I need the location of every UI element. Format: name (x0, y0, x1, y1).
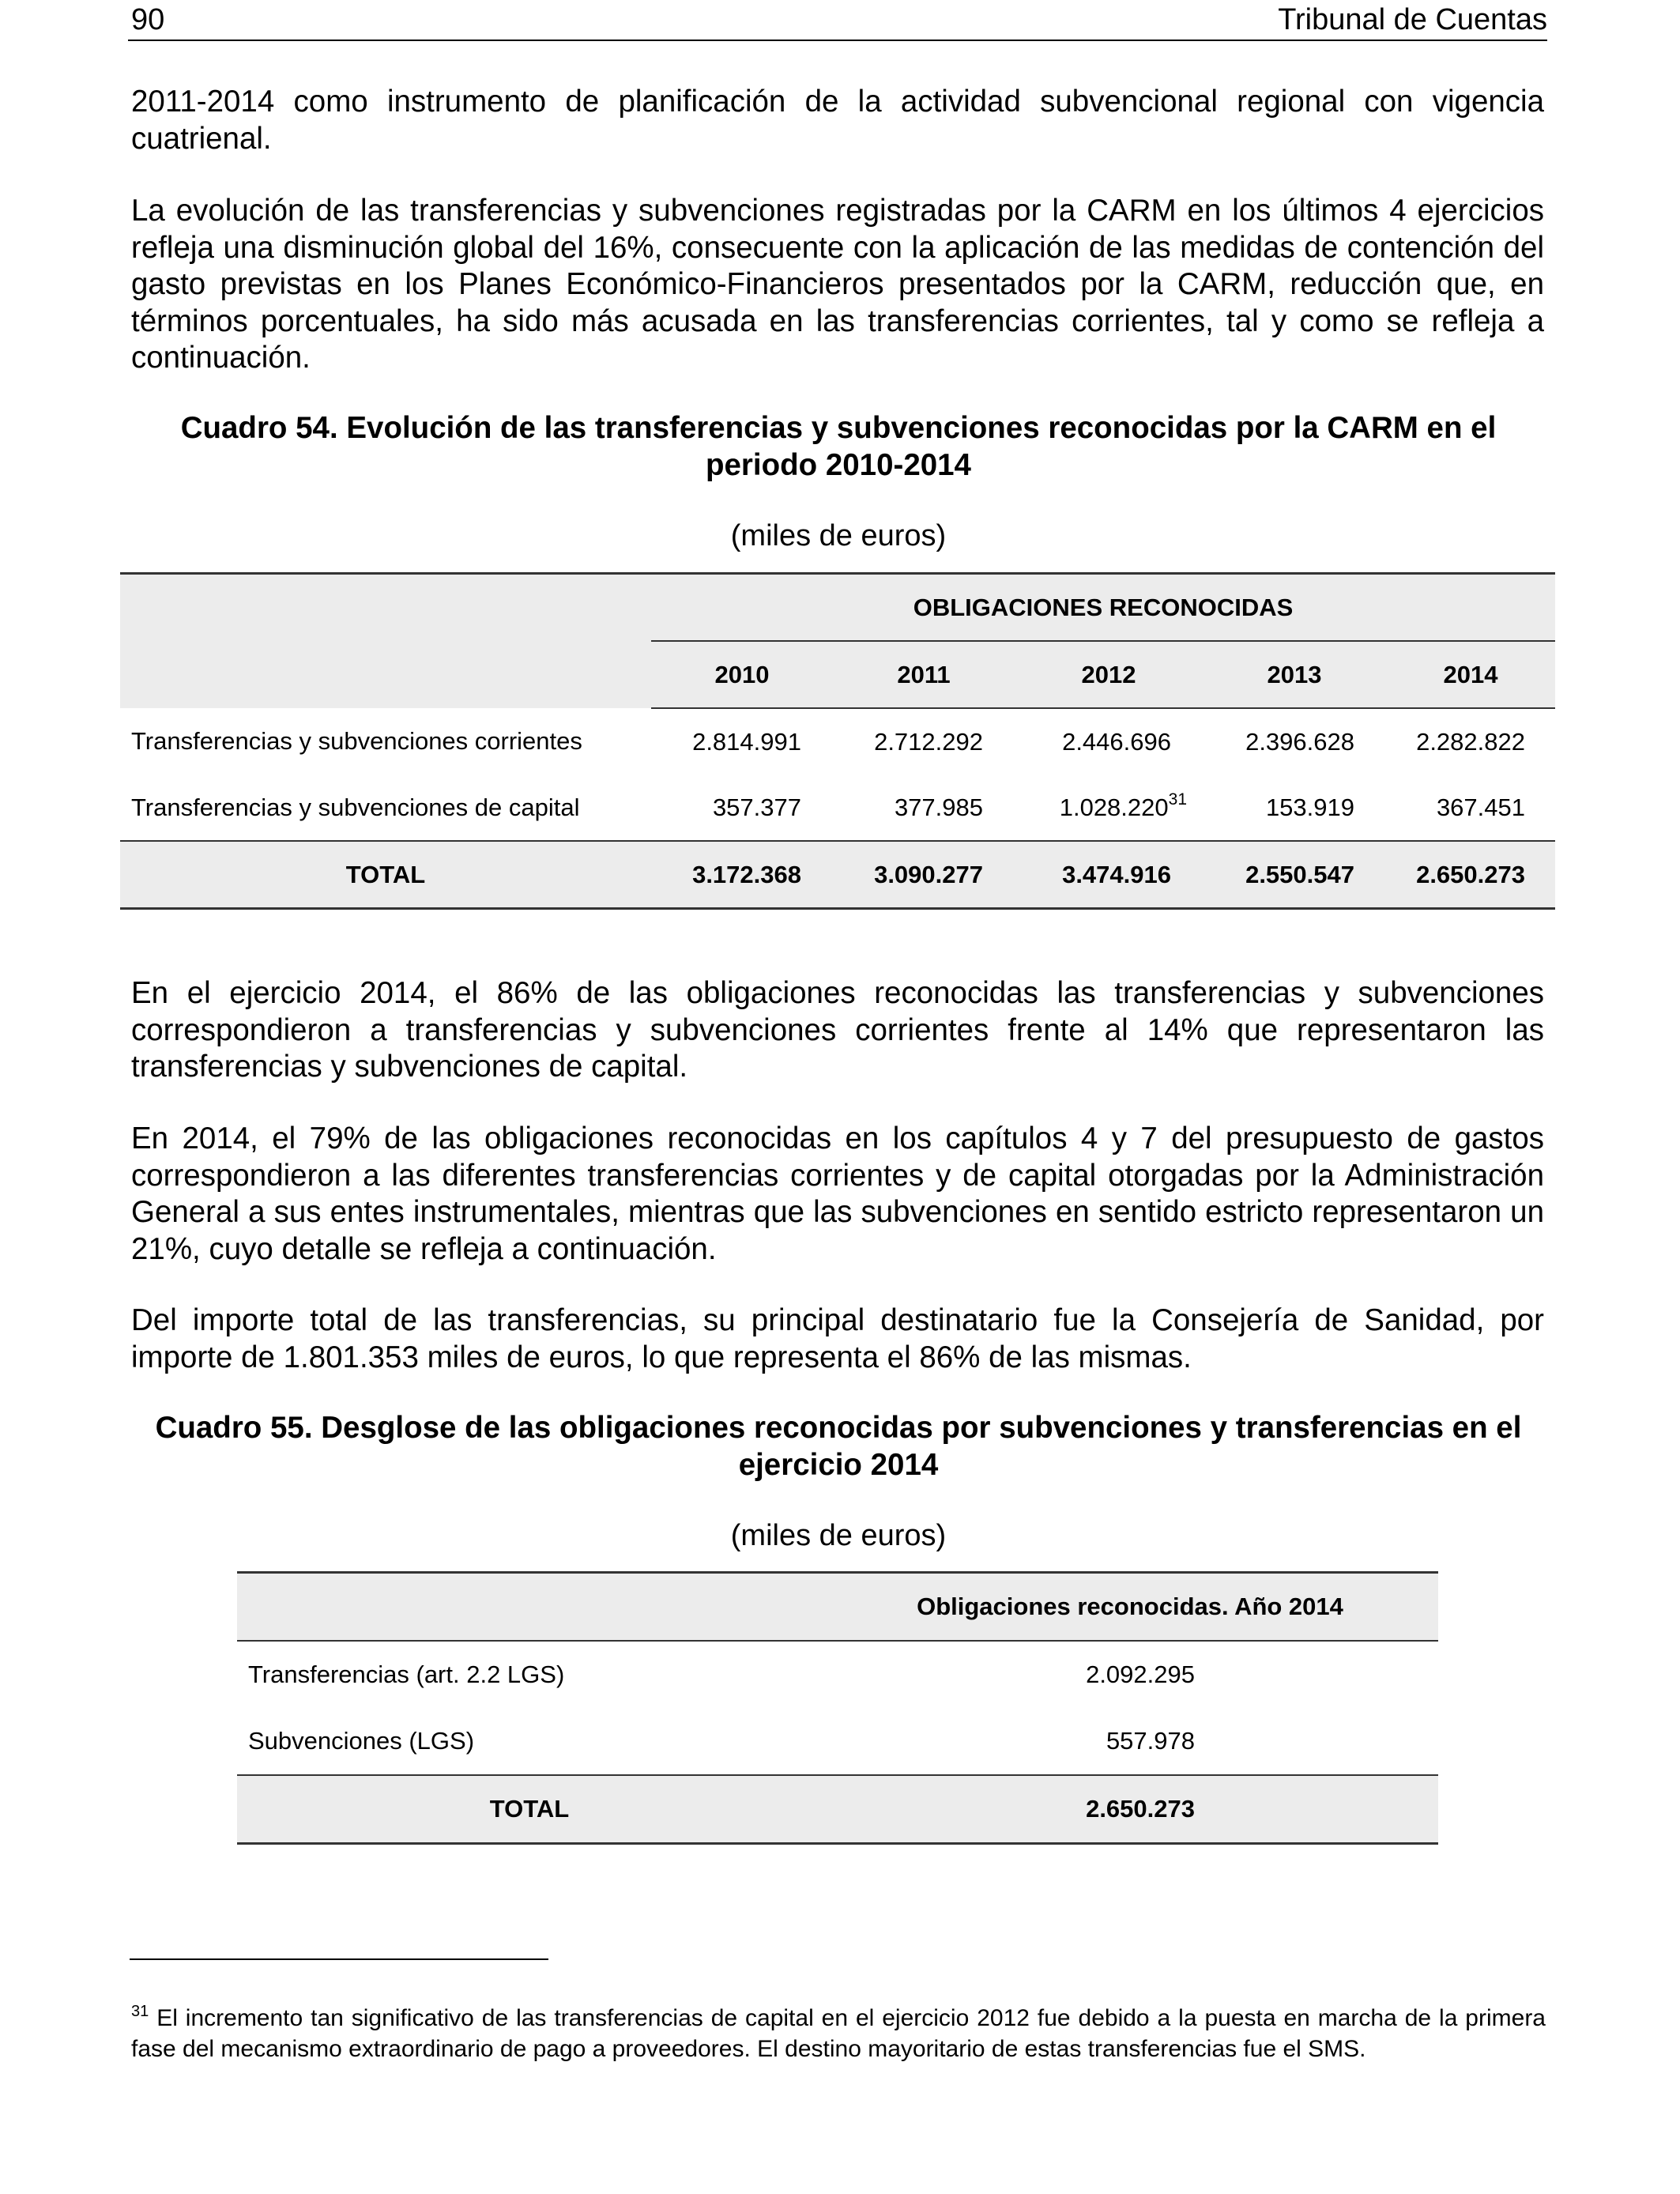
table-row (237, 1641, 1438, 1708)
table54-total-row (120, 841, 1555, 909)
cell-value: 1.028.220 (1059, 793, 1169, 821)
table-row (120, 708, 1555, 775)
page-header (128, 0, 1547, 41)
footnote-text: El incremento tan significativo de las transferencias de capital en el ejercicio 2012 fue debido a la puesta en marcha de la primera fase del mecanismo extraordinario de pago a proveedores. El destino mayoritario de estas transferencias fue el SMS. (131, 2005, 1546, 2062)
row-label: Transferencias y subvenciones de capital (131, 793, 580, 821)
total-value: 2.650.273 (1386, 841, 1555, 909)
footnote-number: 31 (131, 2003, 149, 2020)
table55-header-row (237, 1573, 1438, 1642)
paragraph-2: La evolución de las transferencias y subvenciones registradas por la CARM en los últimos 4 ejercicios refleja una disminución global del 16%, consecuente con la aplicación de las medidas de contención del gasto previstas en los Planes Económico-Financieros presentados por la CARM, reducción que, en términos porcentuales, ha sido más acusada en las transferencias corrientes, tal y como se refleja a continuación. (131, 194, 1544, 375)
page-number: 90 (131, 3, 165, 36)
table54-year: 2012 (1015, 641, 1203, 708)
table54-group-header-row (120, 574, 1555, 642)
cell-value: 357.377 (712, 793, 801, 821)
cell-value-with-footnote (1015, 775, 1203, 841)
cell-value: 2.712.292 (874, 727, 983, 756)
total-value: 3.172.368 (651, 841, 833, 909)
cell-value: 2.282.822 (1416, 727, 1525, 756)
paragraph-4: En 2014, el 79% de las obligaciones reconocidas en los capítulos 4 y 7 del presupuesto de gastos correspondieron a las diferentes transferencias corrientes y de capital otorgadas por la Administración General a sus entes instrumentales, mientras que las subvenciones en sentido estricto representaron un 21%, cuyo detalle se refleja a continuación. (131, 1122, 1544, 1266)
cell-value: 2.446.696 (1062, 727, 1171, 756)
table54-year: 2013 (1203, 641, 1386, 708)
total-value: 2.650.273 (822, 1775, 1438, 1844)
paragraph-5: Del importe total de las transferencias, su principal destinatario fue la Consejería de Sanidad, por importe de 1.801.353 miles de euros, lo que representa el 86% de las mismas. (131, 1303, 1544, 1374)
table-row (237, 1708, 1438, 1775)
table54-caption: Cuadro 54. Evolución de las transferencias y subvenciones reconocidas por la CARM en el periodo 2010-2014 (180, 411, 1497, 482)
table54-year: 2010 (651, 641, 833, 708)
table54-corner-cell (120, 574, 651, 709)
table55-units: (miles de euros) (730, 1519, 947, 1552)
footnote-ref-31[interactable]: 31 (1168, 790, 1187, 809)
cell-value: 2.092.295 (1086, 1661, 1195, 1688)
table55-total-row (237, 1775, 1438, 1844)
footnote-31 (131, 2003, 1546, 2064)
table54-year: 2011 (833, 641, 1015, 708)
table54-year: 2014 (1386, 641, 1555, 708)
total-value: 3.090.277 (833, 841, 1015, 909)
cell-value: 2.396.628 (1245, 727, 1354, 756)
table55-corner-cell (237, 1573, 822, 1642)
total-label: TOTAL (120, 841, 651, 909)
cell-value: 2.814.991 (692, 727, 801, 756)
total-label: TOTAL (237, 1775, 822, 1844)
table55-caption: Cuadro 55. Desglose de las obligaciones reconocidas por subvenciones y transferencias en el ejercicio 2014 (155, 1411, 1522, 1482)
table-55 (237, 1571, 1438, 1845)
total-value: 2.550.547 (1203, 841, 1386, 909)
table-54 (120, 572, 1555, 910)
cell-value: 153.919 (1265, 793, 1354, 821)
cell-value: 557.978 (1106, 1727, 1195, 1755)
total-value: 3.474.916 (1015, 841, 1203, 909)
cell-value: 377.985 (894, 793, 983, 821)
row-label: Subvenciones (LGS) (248, 1727, 475, 1755)
row-label: Transferencias y subvenciones corrientes (131, 727, 582, 755)
paragraph-1: 2011-2014 como instrumento de planificación de la actividad subvencional regional con vigencia cuatrienal. (131, 85, 1544, 156)
cell-value: 367.451 (1436, 793, 1525, 821)
footnote-separator (130, 1958, 548, 1960)
running-title: Tribunal de Cuentas (1278, 3, 1547, 36)
table54-group-header: OBLIGACIONES RECONOCIDAS (651, 574, 1555, 642)
paragraph-3: En el ejercicio 2014, el 86% de las obligaciones reconocidas las transferencias y subvenciones correspondieron a transferencias y subvenciones corrientes frente al 14% que representaron las transferencias y subvenciones de capital. (131, 976, 1544, 1084)
row-label: Transferencias (art. 2.2 LGS) (248, 1661, 565, 1688)
table54-units: (miles de euros) (730, 519, 947, 552)
table55-column-header: Obligaciones reconocidas. Año 2014 (822, 1573, 1438, 1642)
table-row (120, 775, 1555, 841)
